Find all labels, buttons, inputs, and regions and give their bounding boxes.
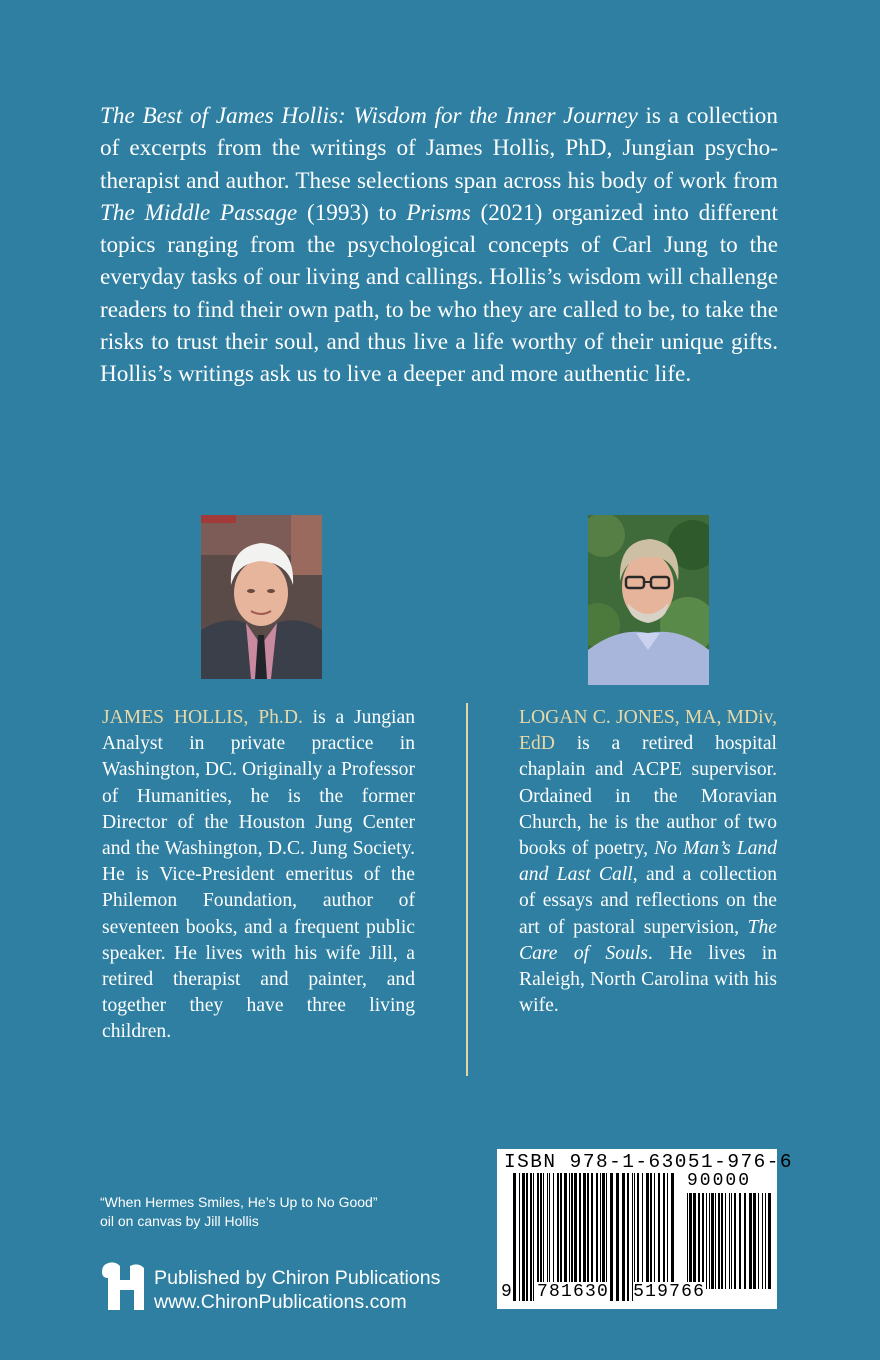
barcode-bar — [725, 1193, 726, 1289]
column-divider — [466, 703, 468, 1076]
bio-paragraph — [519, 705, 777, 1019]
barcode-bar — [715, 1193, 716, 1289]
book-reference: The Middle Passage — [100, 199, 298, 226]
description-text: (2021) organized into different topics ranging from the psychological concepts of Carl Jung to the everyday tasks of our living and callings. Hollis’s wisdom will challenge readers to find their own path, to be who they are called to be, to take the risks to trust their soul, and thus live a life worthy of their unique gifts. Hollis’s writings ask us to live a deeper and more authentic life. — [100, 199, 778, 388]
isbn-barcode — [497, 1149, 793, 1309]
chiron-logo-icon — [100, 1260, 146, 1312]
barcode-bar — [744, 1193, 746, 1289]
barcode-bar — [718, 1193, 720, 1289]
barcode-bar — [731, 1193, 732, 1289]
bio-text: . He lives in Raleigh, North Carolina with his wife. — [519, 942, 777, 1017]
portrait-image — [201, 515, 322, 679]
barcode-bar — [749, 1193, 752, 1289]
barcode-bar — [689, 1193, 692, 1289]
publisher-text — [154, 1266, 440, 1314]
barcode-bar — [711, 1193, 714, 1289]
author-name: JAMES HOLLIS, Ph.D. — [102, 707, 303, 728]
barcode-digits-right: 519766 — [633, 1282, 706, 1302]
barcode-bar — [768, 1193, 771, 1289]
barcode-bar — [687, 1193, 688, 1289]
bio-paragraph — [102, 705, 415, 1046]
description-text: is a collection of excerpts from the writings of James Hollis, PhD, Jungian psycho-therapist and author. These selections span across his body of work from — [100, 103, 778, 194]
barcode-bar — [765, 1193, 766, 1289]
publisher-url: www.ChironPublications.com — [154, 1291, 407, 1313]
bio-text: is a retired hospital chaplain and ACPE supervisor. Ordained in the Moravian Church, he is the author of two books of poetry, — [519, 733, 777, 860]
barcode-bar — [721, 1193, 723, 1289]
barcode-bar — [734, 1193, 736, 1289]
cover-art-caption — [100, 1193, 440, 1231]
description-paragraph — [100, 100, 778, 391]
cover-description — [100, 100, 778, 391]
description-text: (1993) to — [297, 199, 407, 226]
barcode-bar — [693, 1193, 696, 1289]
bio-james-hollis — [102, 705, 415, 1046]
bio-text: is a Jungian Analyst in private practice in Washington, DC. Originally a Professor of Humanities, he is the former Director of the Houston Jung Center and the Washington, D.C. Jung Society. He is Vice-President emeritus of the Philemon Foundation, author of seventeen books, and a frequent public speaker. He lives with his wife Jill, a retired therapist and painter, and together they have three living children. — [102, 707, 415, 1043]
author-name: LOGAN C. JONES, MA, MDiv, EdD — [519, 707, 777, 755]
barcode-digit-first: 9 — [501, 1282, 514, 1302]
author-photo-logan-jones — [588, 515, 709, 685]
barcode-bar — [762, 1193, 763, 1289]
author-photo-james-hollis — [201, 515, 322, 679]
caption-credit: oil on canvas by Jill Hollis — [100, 1213, 259, 1229]
barcode-bar — [739, 1193, 741, 1289]
book-reference: The Care of Souls — [519, 916, 777, 964]
book-reference: No Man’s Land and Last Call — [519, 838, 777, 886]
portrait-image — [588, 515, 709, 685]
caption-title: “When Hermes Smiles, He’s Up to No Good” — [100, 1194, 378, 1210]
barcode-bar — [758, 1193, 759, 1289]
barcode-bar — [709, 1193, 710, 1289]
barcode-bar — [706, 1193, 707, 1289]
barcode-digits-left: 781630 — [537, 1282, 610, 1302]
bio-text: , and a collection of essays and reflections on the art of pastoral supervision, — [519, 864, 777, 938]
barcode-bar — [702, 1193, 704, 1289]
barcode-bar — [729, 1193, 730, 1289]
barcode-digits — [501, 1282, 706, 1302]
price-addon-number: 90000 — [687, 1171, 752, 1191]
publisher-name: Published by Chiron Publications — [154, 1267, 441, 1289]
book-title: The Best of James Hollis: Wisdom for the Inner Journey — [100, 103, 638, 129]
barcode-bar — [698, 1193, 700, 1289]
book-reference: Prisms — [406, 199, 471, 226]
bio-logan-jones — [519, 705, 777, 1019]
isbn-number: ISBN 978-1-63051-976-6 — [504, 1151, 793, 1173]
barcode-bar — [753, 1193, 756, 1289]
